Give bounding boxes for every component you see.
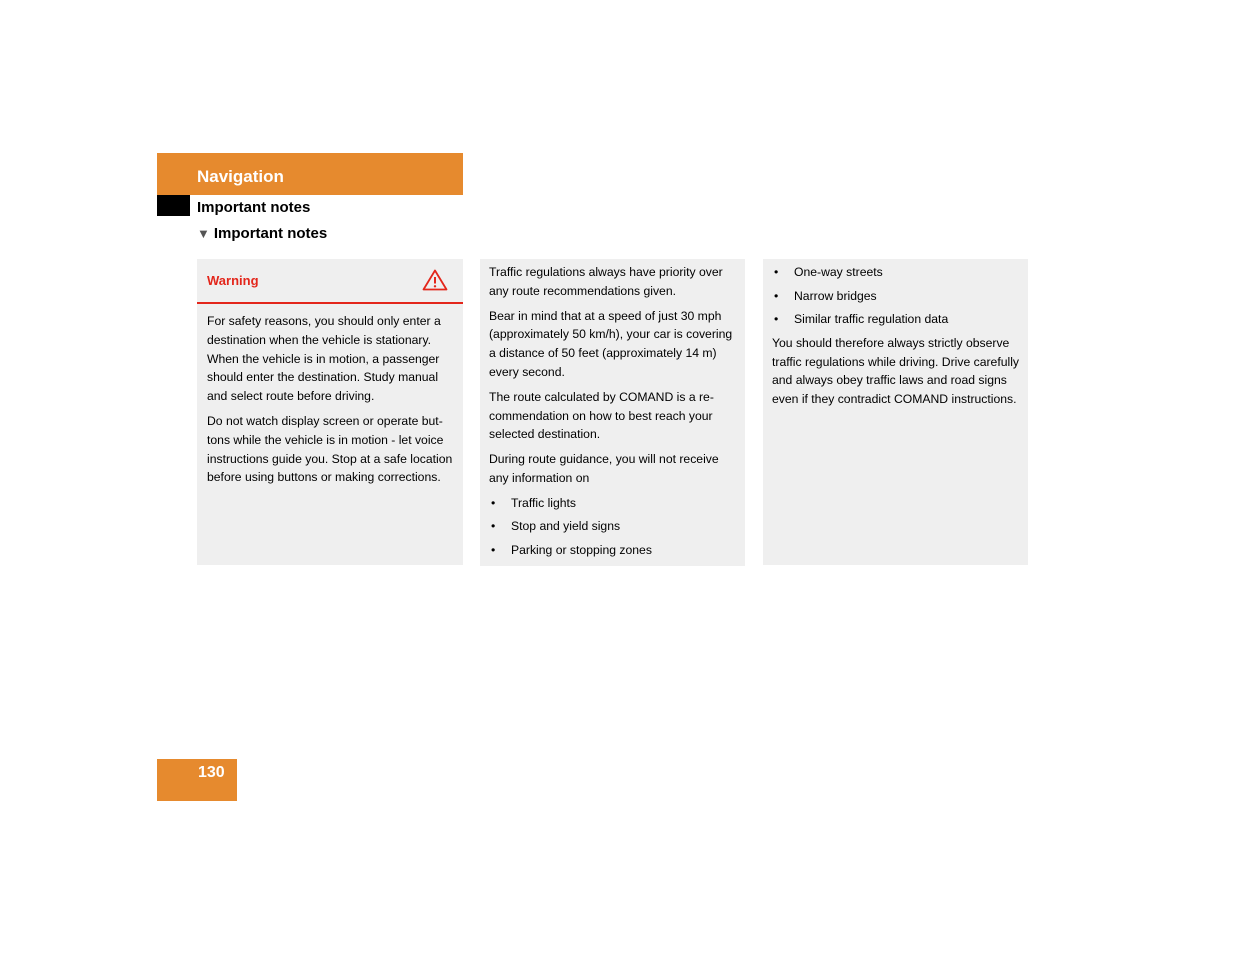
- subsection-heading: [197, 225, 327, 242]
- subsection-label: Important notes: [213, 225, 328, 242]
- info-paragraph: You should therefore always strictly observe traffic regulations while driving. Drive carefully and always obey traffic laws and road signs even if they contradict COMAND instructions.: [772, 335, 1020, 407]
- triangle-down-icon: ▼: [197, 226, 210, 241]
- warning-body: [197, 304, 463, 487]
- section-title: Navigation: [197, 167, 284, 186]
- list-item: • Parking or stopping zones: [489, 541, 736, 560]
- list-item: • Narrow bridges: [772, 287, 1019, 306]
- warning-paragraph: For safety reasons, you should only enter a destination when the vehicle is stationary. When the vehicle is in motion, a passenger should enter the destination. Study manual and select route before driving.: [207, 314, 441, 404]
- list-item: • Stop and yield signs: [489, 517, 736, 536]
- page-number: 130: [198, 764, 225, 781]
- bullet-list: [489, 494, 736, 560]
- warning-header: [197, 259, 463, 304]
- list-item: • Traffic lights: [489, 494, 736, 513]
- warning-box: [197, 259, 463, 565]
- info-paragraph: Bear in mind that at a speed of just 30 mph (approximately 50 km/h), your car is covering a distance of 50 feet (approximately 14 m) every second.: [489, 308, 733, 379]
- warning-triangle-icon: [422, 269, 448, 291]
- info-box-column-3: [763, 259, 1028, 565]
- info-paragraph: During route guidance, you will not receive any information on: [489, 452, 719, 485]
- section-header-bar: [157, 153, 463, 195]
- list-item: • One-way streets: [772, 263, 1019, 282]
- page-number-tab: [157, 759, 237, 801]
- info-paragraph: The route calculated by COMAND is a recommendation on how to best reach your selected destination.: [489, 389, 714, 442]
- section-marker: [157, 195, 190, 216]
- bullet-list: [772, 263, 1019, 329]
- subheading: Important notes: [197, 199, 311, 216]
- info-paragraph: Traffic regulations always have priority over any route recommendations given.: [489, 265, 723, 298]
- list-item: • Similar traffic regulation data: [772, 310, 1019, 329]
- warning-paragraph: Do not watch display screen or operate buttons while the vehicle is in motion - let voice instructions guide you. Stop at a safe location before using buttons or making corrections.: [207, 413, 453, 485]
- warning-label: Warning: [207, 273, 259, 288]
- info-box-column-2: [480, 259, 745, 566]
